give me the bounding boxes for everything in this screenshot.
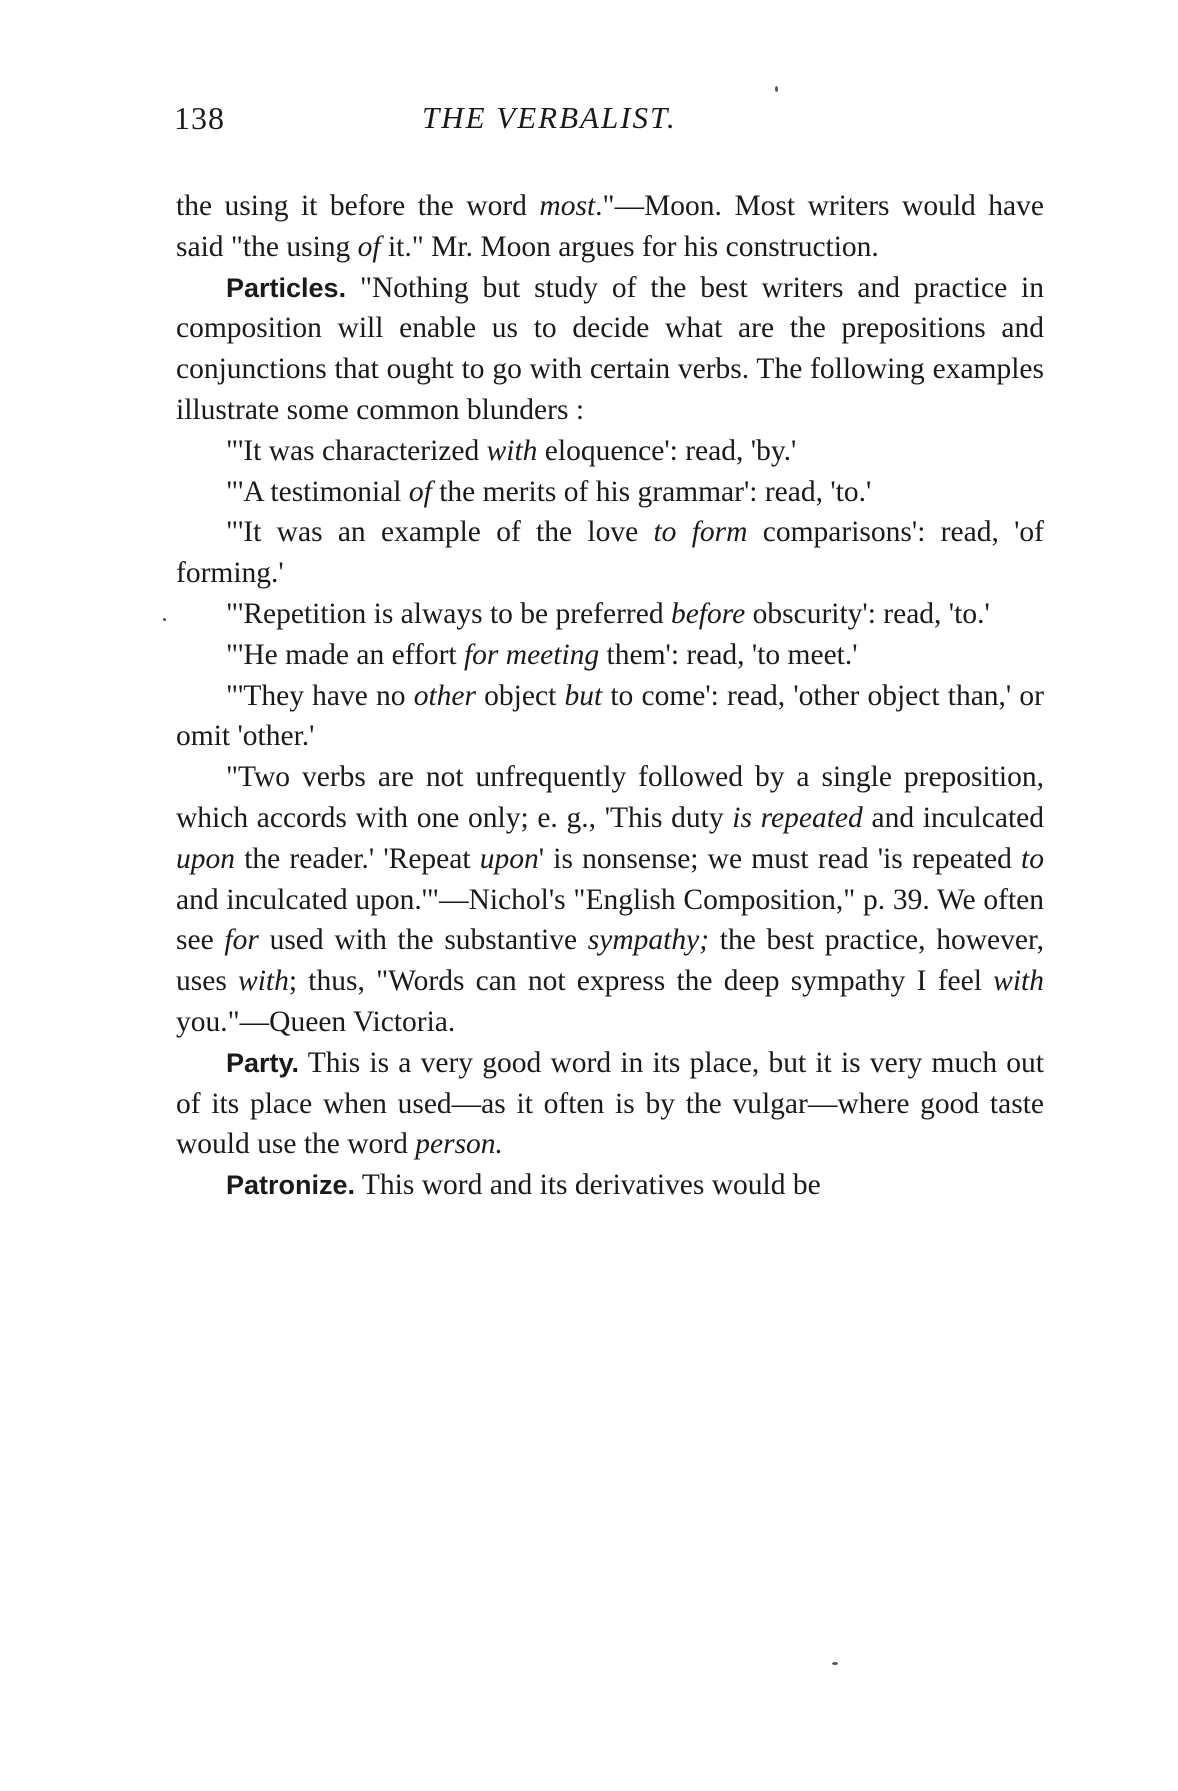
text-run: and inculcated upon.'"—Nichol's "English Composition," p. 39. We often see	[176, 883, 1044, 957]
scan-speck	[775, 86, 778, 92]
italic-text: with	[993, 965, 1044, 998]
text-run: ; thus, "Words can not express the deep sympathy I feel	[288, 965, 994, 998]
italic-text: before	[670, 597, 746, 630]
text-run: This is a very good word in its place, but it is very much out of its place when used—as it often is by the vulgar—where good taste would use the word	[176, 1046, 1044, 1161]
entry-headword: Patronize.	[226, 1170, 356, 1201]
paragraph-moon-continuation	[176, 186, 1044, 268]
text-run: and inculcated	[862, 801, 1044, 834]
paragraph-patronize	[176, 1165, 1044, 1206]
paragraph-two-verbs	[176, 757, 1044, 1043]
italic-text: for	[224, 924, 259, 957]
italic-text: but	[564, 679, 603, 712]
text-run: it." Mr. Moon argues for his construction.	[380, 230, 879, 263]
text-run: object	[476, 679, 565, 712]
entry-headword: Party.	[226, 1047, 300, 1078]
text-run: eloquence': read, 'by.'	[537, 434, 797, 467]
text-run: you."—Queen Victoria.	[176, 1005, 456, 1038]
italic-text: with	[486, 434, 538, 467]
scan-speck	[163, 618, 166, 621]
text-run: "'It was characterized	[226, 434, 487, 467]
italic-text: to	[1021, 842, 1044, 875]
page-header	[174, 100, 1062, 150]
italic-text: other	[413, 679, 476, 712]
text-run: This word and its derivatives would be	[355, 1169, 821, 1202]
example-other-object	[176, 676, 1044, 758]
text-run: the merits of his grammar': read, 'to.'	[431, 475, 872, 508]
text-run: them': read, 'to meet.'	[599, 638, 858, 671]
text-run: obscurity': read, 'to.'	[745, 597, 990, 630]
example-repetition	[176, 594, 1044, 635]
italic-text: to form	[653, 516, 748, 549]
body-text	[176, 186, 1044, 1206]
scan-speck	[832, 1662, 838, 1665]
example-effort	[176, 635, 1044, 676]
italic-text: of	[357, 230, 381, 263]
italic-text: for meeting	[463, 638, 600, 671]
text-run: "'Repetition is always to be preferred	[226, 597, 671, 630]
italic-text: upon	[479, 842, 539, 875]
italic-text: upon	[176, 842, 235, 875]
text-run: the best practice, however, uses	[176, 924, 1044, 998]
text-run: ."—Moon. Most writers would have said "the using	[176, 190, 1044, 263]
running-title: THE VERBALIST.	[422, 100, 677, 135]
italic-text: sympathy;	[587, 924, 710, 957]
text-run: "'It was an example of the love	[226, 516, 654, 549]
text-run: the using it before the word	[176, 190, 540, 222]
text-run: ' is nonsense; we must read 'is repeated	[538, 842, 1022, 875]
text-run: the reader.' 'Repeat	[235, 842, 480, 875]
italic-text: is repeated	[732, 801, 863, 834]
paragraph-particles	[176, 268, 1044, 431]
page-number: 138	[174, 100, 225, 136]
text-run: "Nothing but study of the best writers and practice in composition will enable us to decide what are the prepositions and conjunctions that ought to go with certain verbs. The following examples illustrate some common blunders :	[176, 271, 1044, 426]
italic-text: person.	[415, 1128, 503, 1161]
text-run: used with the substantive	[258, 924, 588, 957]
text-run: "'He made an effort	[226, 638, 464, 671]
italic-text: most	[539, 190, 596, 222]
text-run: "Two verbs are not unfrequently followed by a single preposition, which accords with one only; e. g., 'This duty	[176, 761, 1044, 834]
text-run: to come': read, 'other object than,' or omit 'other.'	[176, 679, 1044, 753]
italic-text: of	[408, 475, 432, 508]
text-run: "'They have no	[226, 679, 414, 712]
text-run: "'A testimonial	[226, 475, 409, 508]
text-run: comparisons': read, 'of forming.'	[176, 516, 1044, 590]
example-testimonial	[176, 472, 1044, 513]
example-characterized	[176, 431, 1044, 472]
italic-text: with	[238, 965, 289, 998]
example-love-to-form	[176, 512, 1044, 594]
entry-headword: Particles.	[226, 272, 347, 303]
paragraph-party	[176, 1043, 1044, 1165]
